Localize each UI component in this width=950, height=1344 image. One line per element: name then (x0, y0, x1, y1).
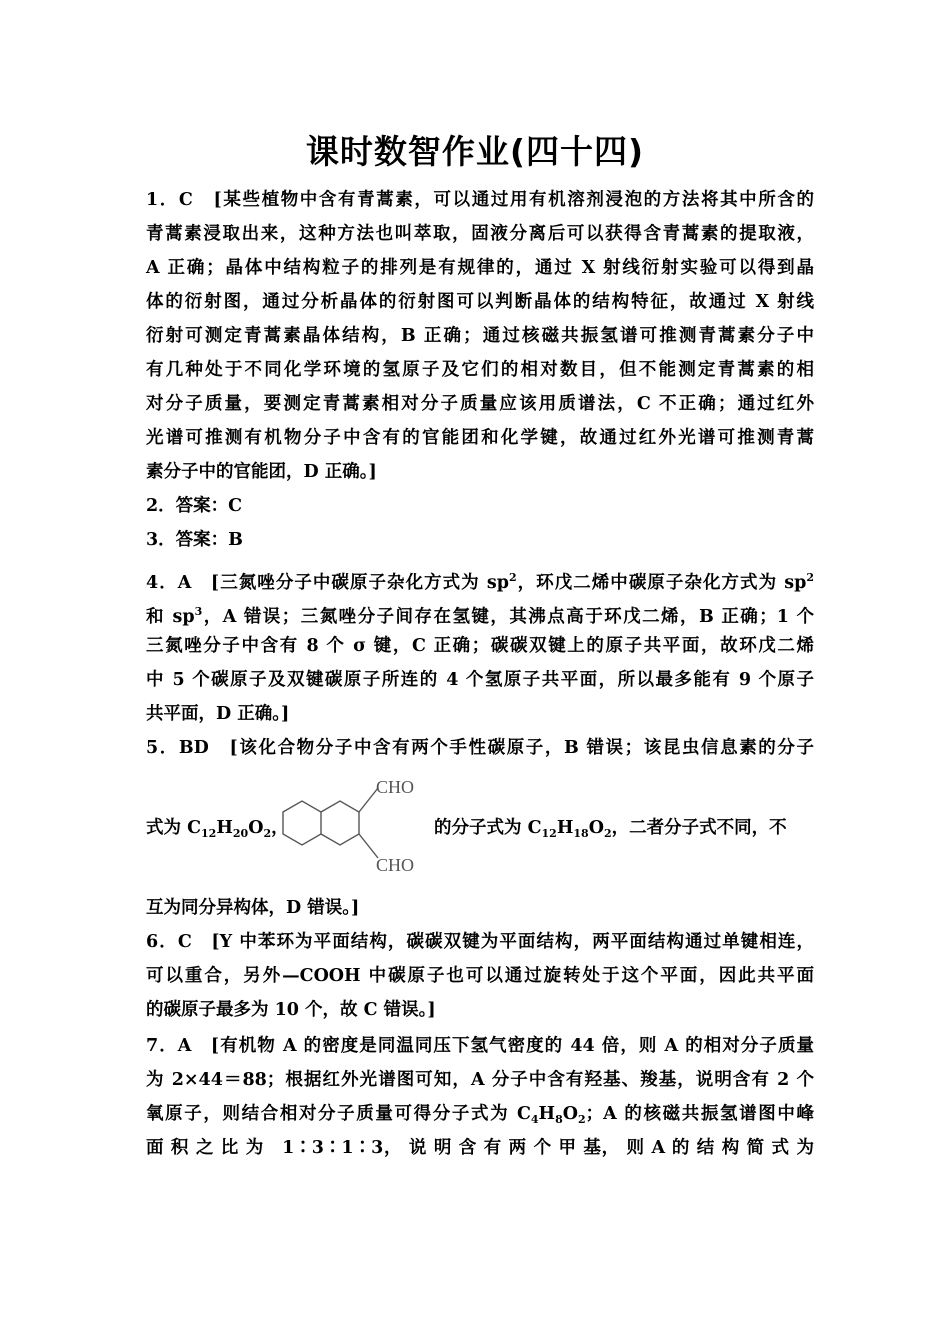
q1-line: 衍射可测定青蒿素晶体结构，B 正确；通过核磁共振氢谱可推测青蒿素分子中 (146, 326, 814, 346)
q4-line: 和 $sp^3$，A 错误；三氮唑分子间存在氢键，其沸点高于环戊二烯，B 正确；1 个 (146, 605, 815, 627)
q4-line: 4．A [三氮唑分子中碳原子杂化方式为 $sp^2$，环戊二烯中碳原子杂化方式为 $sp^2$ (146, 571, 814, 593)
q1-line: 1．C [某些植物中含有青蒿素，可以通过用有机溶剂浸泡的方法将其中所含的 (146, 190, 814, 210)
q7-line: 面 积 之 比 为 1∶3∶1∶3， 说 明 含 有 两 个 甲 基， 则 A 的 结 构 简 式 为 (146, 1138, 814, 1158)
q7-line: 氧原子，则结合相对分子质量可得分子式为 $C_4H_8O_2$；A 的核磁共振氢谱图中峰 (146, 1104, 814, 1126)
q6-line: 6．C [Y 中苯环为平面结构，碳碳双键为平面结构，两平面结构通过单键相连， (146, 932, 814, 952)
q1-line: 有几种处于不同化学环境的氢原子及它们的相对数目，但不能测定青蒿素的相 (146, 360, 814, 380)
q4-line: 中 5 个碳原子及双键碳原子所连的 4 个氢原子共平面，所以最多能有 9 个原子 (146, 670, 814, 690)
q3-answer: 3．答案：B (146, 530, 243, 550)
q5-formula-1: 式为 $C_{12}H_{20}O_2$， (146, 818, 289, 840)
q1-line: A 正确；晶体中结构粒子的排列是有规律的，通过 X 射线衍射实验可以得到晶 (146, 258, 814, 278)
cho-top-label: CHO (376, 777, 415, 797)
q7-line: 7．A [有机物 A 的密度是同温同压下氢气密度的 44 倍，则 A 的相对分子质量 (146, 1036, 814, 1056)
q1-line: 光谱可推测有机物分子中含有的官能团和化学键，故通过红外光谱可推测青蒿 (146, 428, 814, 448)
q2-answer: 2．答案：C (146, 496, 243, 516)
decalin-dicarbaldehyde-structure (278, 770, 438, 882)
right-ring (321, 801, 359, 845)
q7-line: 为 2×44＝88；根据红外光谱图可知，A 分子中含有羟基、羧基，说明含有 2 个 (146, 1070, 814, 1090)
q4-line: 三氮唑分子中含有 8 个 σ 键，C 正确；碳碳双键上的原子共平面，故环戊二烯 (146, 636, 814, 656)
q5-line: 5．BD [该化合物分子中含有两个手性碳原子，B 错误；该昆虫信息素的分子 (146, 738, 814, 758)
q1-line: 素分子中的官能团，D 正确。] (146, 462, 377, 482)
q4-line: 共平面，D 正确。] (146, 704, 290, 724)
q1-line: 体的衍射图，通过分析晶体的衍射图可以判断晶体的结构特征，故通过 X 射线 (146, 292, 814, 312)
q6-line: 的碳原子最多为 10 个，故 C 错误。] (146, 1000, 436, 1020)
q5-formula-2: 的分子式为 $C_{12}H_{18}O_2$，二者分子式不同，不 (434, 818, 787, 840)
q5-line: 互为同分异构体，D 错误。] (146, 898, 360, 918)
page-title: 课时数智作业(四十四) (305, 132, 645, 171)
left-ring (283, 801, 321, 845)
cho-bottom-label: CHO (376, 855, 415, 875)
q1-line: 对分子质量，要测定青蒿素相对分子质量应该用质谱法，C 不正确；通过红外 (146, 394, 814, 414)
q1-line: 青蒿素浸取出来，这种方法也叫萃取，固液分离后可以获得含青蒿素的提取液， (146, 224, 814, 244)
q6-line: 可以重合，另外—COOH 中碳原子也可以通过旋转处于这个平面，因此共平面 (146, 966, 814, 986)
